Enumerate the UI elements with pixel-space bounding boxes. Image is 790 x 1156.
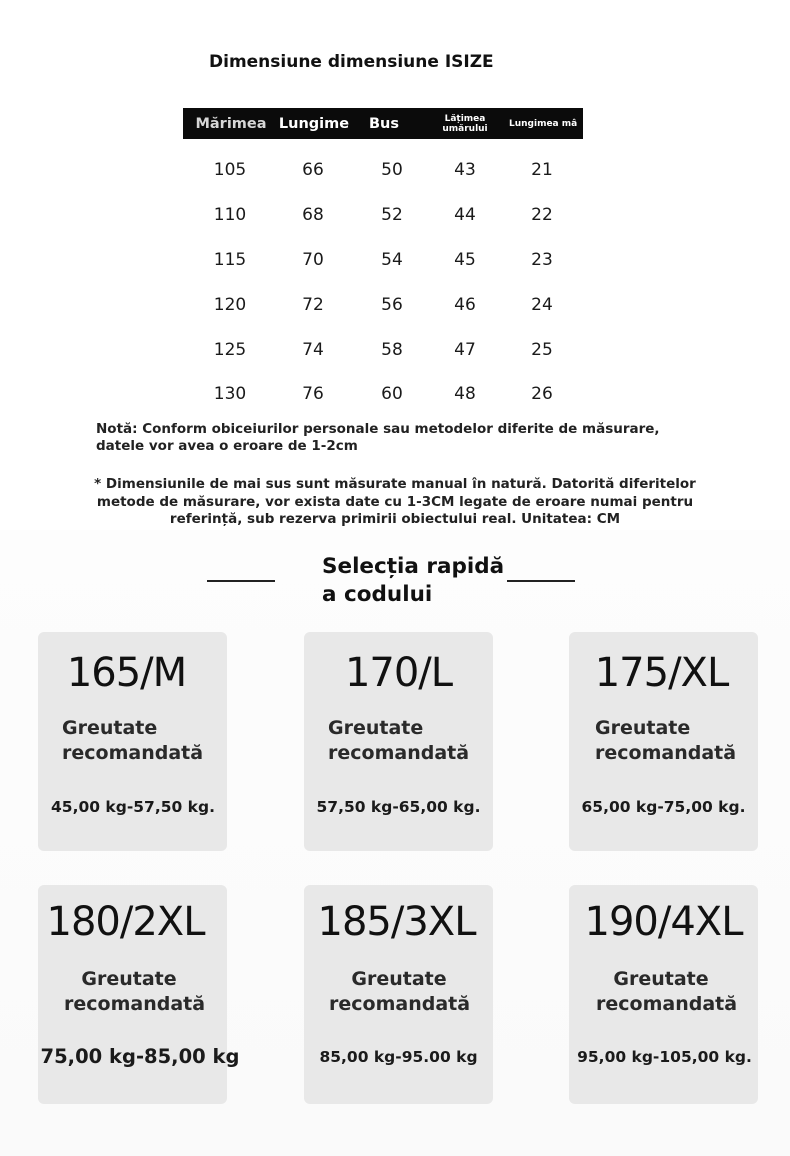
cell-sleeve: 22 (531, 205, 553, 225)
cell-bust: 56 (381, 295, 403, 315)
card-weight-range: 45,00 kg-57,50 kg. (51, 798, 215, 816)
card-weight-range: 85,00 kg-95.00 kg (319, 1048, 478, 1066)
card-size-label: 175/XL (594, 650, 729, 696)
card-weight-title (595, 716, 765, 766)
note-line: metode de măsurare, vor exista date cu 1-3CM legate de eroare numai pentru (96, 493, 694, 510)
quick-select-title-line1: Selecția rapidă (322, 554, 505, 579)
card-label-line2: recomandată (328, 742, 470, 764)
card-label-line1: Greutate (351, 968, 447, 990)
card-label-line1: Greutate (62, 717, 158, 739)
card-size-label: 180/2XL (46, 899, 205, 945)
cell-bust: 54 (381, 250, 403, 270)
cell-sleeve: 26 (531, 384, 553, 404)
measurement-note (96, 421, 716, 455)
header-length: Lungime (278, 115, 350, 132)
size-card-170-l[interactable] (304, 632, 493, 851)
size-card-185-3xl[interactable] (304, 885, 493, 1104)
cell-shoulder: 45 (454, 250, 476, 270)
cell-sleeve: 25 (531, 340, 553, 360)
card-weight-title (62, 716, 232, 766)
card-label-line2: recomandată (64, 993, 206, 1015)
card-weight-range: 57,50 kg-65,00 kg. (316, 798, 481, 816)
table-row (0, 205, 790, 235)
table-row (0, 250, 790, 280)
card-size-label: 165/M (66, 650, 187, 696)
cell-shoulder: 43 (454, 160, 476, 180)
size-table-header (183, 108, 583, 139)
cell-shoulder: 46 (454, 295, 476, 315)
table-row (0, 295, 790, 325)
note-line: datele vor avea o eroare de 1-2cm (96, 438, 358, 454)
cell-bust: 52 (381, 205, 403, 225)
card-weight-title (328, 716, 498, 766)
cell-size: 115 (213, 250, 247, 270)
cell-size: 130 (213, 384, 247, 404)
cell-size: 125 (213, 340, 247, 360)
cell-length: 66 (302, 160, 324, 180)
cell-shoulder: 48 (454, 384, 476, 404)
card-weight-range: 65,00 kg-75,00 kg. (581, 798, 746, 816)
cell-bust: 60 (381, 384, 403, 404)
card-label-line2: recomandată (62, 742, 204, 764)
card-label-line2: recomandată (329, 993, 471, 1015)
disclaimer-note (90, 476, 700, 529)
card-weight-range: 75,00 kg-85,00 kg (40, 1045, 240, 1068)
note-line: * Dimensiunile de mai sus sunt măsurate manual în natură. Datorită diferitelor (94, 476, 696, 492)
card-label-line1: Greutate (613, 968, 709, 990)
card-size-label: 185/3XL (317, 899, 476, 945)
card-weight-title (329, 967, 469, 1017)
header-shoulder-line1: Lățimea (444, 113, 486, 124)
header-sleeve-length: Lungimea mâ (509, 118, 578, 129)
cell-length: 68 (302, 205, 324, 225)
cell-length: 76 (302, 384, 324, 404)
quick-select-title (322, 553, 504, 609)
card-label-line1: Greutate (595, 717, 691, 739)
header-bust: Bus (368, 115, 399, 132)
size-card-175-xl[interactable] (569, 632, 758, 851)
header-shoulder-width (431, 108, 499, 139)
cell-length: 74 (302, 340, 324, 360)
card-size-label: 190/4XL (584, 899, 743, 945)
header-size: Mărimea (195, 115, 267, 132)
cell-size: 110 (213, 205, 247, 225)
cell-size: 120 (213, 295, 247, 315)
card-weight-title (596, 967, 738, 1017)
card-weight-range: 95,00 kg-105,00 kg. (577, 1048, 752, 1066)
size-chart-title: Dimensiune dimensiune ISIZE (209, 52, 494, 72)
card-label-line1: Greutate (81, 968, 177, 990)
quick-select-title-line2: a codului (322, 582, 433, 607)
cell-sleeve: 23 (531, 250, 553, 270)
cell-sleeve: 21 (531, 160, 553, 180)
cell-shoulder: 44 (454, 205, 476, 225)
cell-length: 72 (302, 295, 324, 315)
cell-sleeve: 24 (531, 295, 553, 315)
size-card-190-4xl[interactable] (569, 885, 758, 1104)
cell-size: 105 (213, 160, 247, 180)
cell-length: 70 (302, 250, 324, 270)
table-row (0, 384, 790, 414)
title-divider-left (207, 580, 275, 582)
cell-bust: 50 (381, 160, 403, 180)
table-row (0, 160, 790, 190)
cell-bust: 58 (381, 340, 403, 360)
size-card-165-m[interactable] (38, 632, 227, 851)
card-size-label: 170/L (344, 650, 453, 696)
note-line: referință, sub rezerva primirii obiectului real. Unitatea: CM (169, 511, 621, 527)
cell-shoulder: 47 (454, 340, 476, 360)
table-row (0, 340, 790, 370)
header-shoulder-line2: umărului (442, 123, 488, 134)
size-card-180-2xl[interactable] (38, 885, 240, 1104)
card-label-line1: Greutate (328, 717, 424, 739)
card-weight-title (64, 967, 206, 1017)
card-label-line2: recomandată (595, 742, 737, 764)
title-divider-right (507, 580, 575, 582)
card-label-line2: recomandată (596, 993, 738, 1015)
note-line: Notă: Conform obiceiurilor personale sau metodelor diferite de măsurare, (96, 421, 660, 437)
